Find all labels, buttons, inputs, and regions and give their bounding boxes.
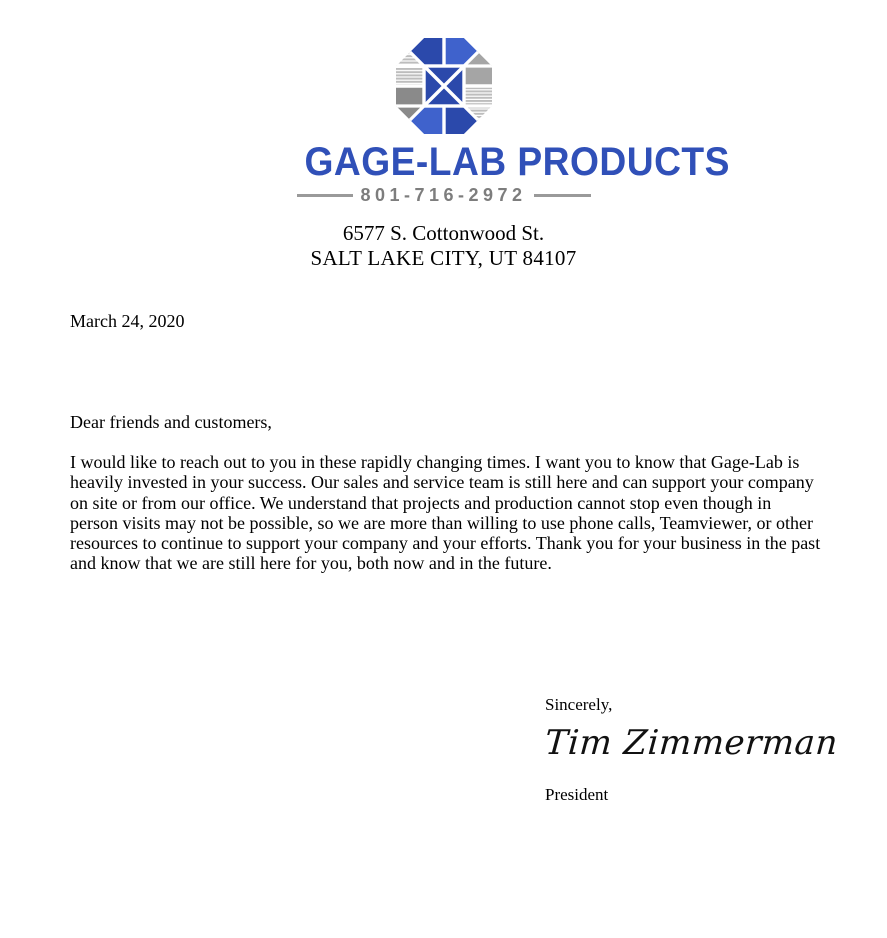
letter-date: March 24, 2020 bbox=[70, 311, 185, 331]
address-line-2: SALT LAKE CITY, UT 84107 bbox=[310, 246, 577, 270]
signer-title: President bbox=[545, 785, 609, 804]
wordmark-block bbox=[294, 140, 730, 207]
letter-salutation: Dear friends and customers, bbox=[70, 412, 272, 432]
body-line: resources to continue to support your company and your efforts. Thank you for your business in the past bbox=[70, 533, 821, 554]
closing-salutation: Sincerely, bbox=[545, 695, 613, 714]
phone-row bbox=[294, 185, 594, 207]
body-line: I would like to reach out to you in these rapidly changing times. I want you to know that Gage-Lab is bbox=[70, 452, 800, 472]
body-line: heavily invested in your success. Our sales and service team is still here and can support your company bbox=[70, 472, 814, 493]
letter-closing bbox=[545, 694, 865, 805]
body-line: and know that we are still here for you, both now and in the future. bbox=[70, 553, 552, 574]
letter-body bbox=[70, 310, 821, 574]
body-line: on site or from our office. We understand that projects and production cannot stop even though in bbox=[70, 492, 772, 513]
signature-image: Tim Zimmerman bbox=[543, 723, 840, 763]
address-line-1: 6577 S. Cottonwood St. bbox=[342, 221, 545, 245]
company-wordmark: GAGE-LAB PRODUCTS bbox=[304, 140, 730, 184]
gage-lab-octagon-logo-icon bbox=[394, 36, 494, 136]
letterhead bbox=[0, 0, 887, 271]
body-line: person visits may not be possible, so we are more than willing to use phone calls, Teamviewer, or other bbox=[70, 512, 814, 533]
company-address bbox=[0, 221, 887, 271]
letter-paragraph bbox=[70, 452, 821, 574]
company-phone: 801-716-2972 bbox=[353, 185, 533, 206]
